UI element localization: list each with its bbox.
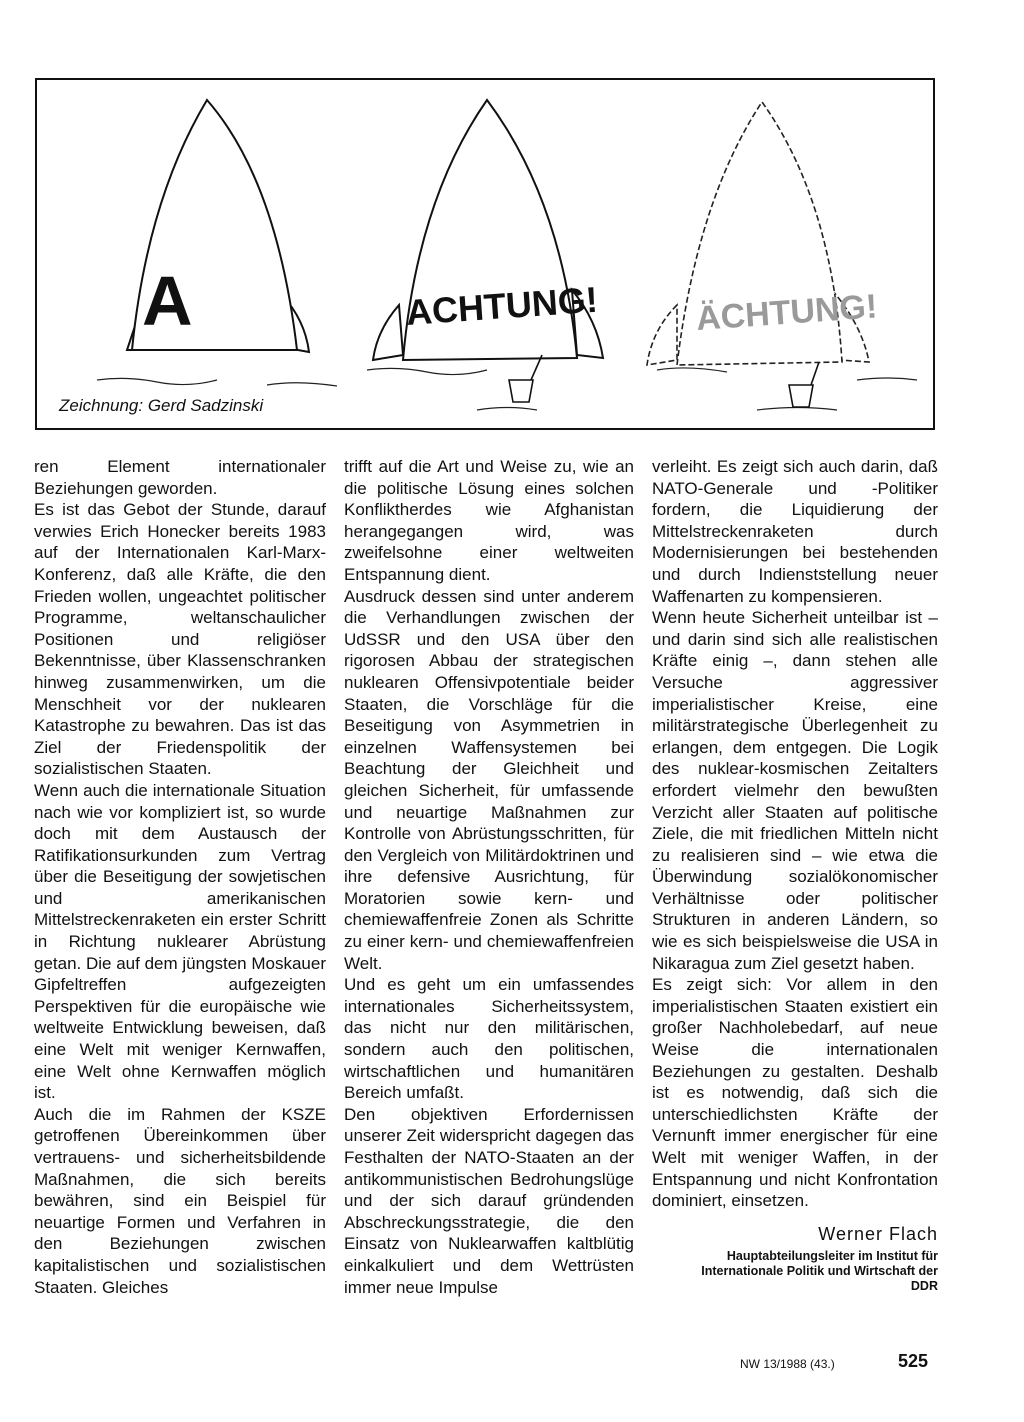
author-title-line: DDR: [910, 1279, 938, 1294]
paint-bucket-icon: [509, 355, 542, 402]
paragraph: trifft auf die Art und Weise zu, wie an die politische Lösung eines solchen Konfliktherdes wie Afghanistan herangegangen wird, was zweifelsohne einer weltweiten Entspannung dient.: [344, 457, 634, 584]
paragraph: Es ist das Gebot der Stunde, darauf verwies Erich Honecker bereits 1983 auf der Internationalen Karl-Marx-Konferenz, daß alle Kräfte, die den Frieden wollen, ungeachtet politischer Programme, weltanschaulicher Positionen und religiöser Bekenntnisse, über Klassenschranken hinweg zusammenwirken, um die Menschheit vor der nuklearen Katastrophe zu bewahren. Das ist das Ziel der Friedenspolitik der sozialistischen Staaten.: [34, 500, 326, 779]
text-column-1: [34, 456, 326, 1298]
rocket-3-label: ÄCHTUNG!: [694, 287, 879, 338]
author-title-line: Hauptabteilungsleiter im Institut für: [726, 1249, 938, 1264]
paragraph: verleiht. Es zeigt sich auch darin, daß NATO-Generale und -Politiker fordern, die Liquidierung der Mittelstreckenraketen durch Modernisierungen bei bestehenden und durch Indienststellung neuer Waffenarten zu kompensieren.: [652, 457, 938, 606]
text-column-3: [652, 456, 938, 1294]
author-title: [652, 1249, 938, 1294]
author-title-line: Internationale Politik und Wirtschaft der: [701, 1264, 938, 1279]
paragraph: Und es geht um ein umfassendes internationales Sicherheitssystem, das nicht nur den militärischen, sondern auch den politischen, wirtschaftlichen und humanitären Bereich umfaßt.: [344, 975, 634, 1103]
paragraph: Ausdruck dessen sind unter anderem die Verhandlungen zwischen der UdSSR und den USA über den rigorosen Abbau der strategischen nuklearen Offensivpotentiale beider Staaten, die Vorschläge für die Beseitigung von Asymmetrien in einzelnen Waffensystemen bei Beachtung der Gleichheit und gleichen Sicherheit, für umfassende und neuartige Maßnahmen zur Kontrolle von Abrüstungsschritten, für den Vergleich von Militärdoktrinen und ihre defensive Ausrichtung, für Moratorien sowie kern- und chemiewaffenfreie Zonen als Schritte zu einer kern- und chemiewaffenfreien Welt.: [344, 586, 634, 973]
rocket-2-label: ACHTUNG!: [404, 278, 600, 333]
text-column-2: [344, 456, 634, 1298]
paragraph: Wenn heute Sicherheit unteilbar ist – und darin sind sich alle realistischen Kräfte einig –, dann stehen alle Versuche aggressiver imperialistischer Kreise, eine militärstrategische Überlegenheit zu erlangen, dem entgegen. Die Logik des nuklear-kosmischen Zeitalters erfordert vielmehr den bewußten Verzicht aller Staaten auf politische Ziele, die mit friedlichen Mitteln nicht zu realisieren sind – wie etwa die Überwindung sozialökonomischer Verhältnisse oder politischer Strukturen in anderen Ländern, so wie es sich beispielsweise die USA in Nikaragua zum Ziel gesetzt haben.: [652, 608, 938, 973]
paragraph: Auch die im Rahmen der KSZE getroffenen Übereinkommen über vertrauens- und sicherheitsbildende Maßnahmen, die sich bereits bewähren, sind ein Beispiel für neuartige Formen und Verfahren in den Beziehungen zwischen kapitalistischen und sozialistischen Staaten. Gleiches: [34, 1104, 326, 1297]
issue-reference: NW 13/1988 (43.): [740, 1357, 835, 1371]
page-number: 525: [898, 1351, 929, 1371]
paragraph: Wenn auch die internationale Situation nach wie vor kompliziert ist, so wurde doch mit dem Austausch der Ratifikationsurkunden zum Vertrag über die Beseitigung der sowjetischen und amerikanischen Mittelstreckenraketen ein erster Schritt in Richtung nuklearer Abrüstung getan. Die auf dem jüngsten Moskauer Gipfeltreffen aufgezeigten Perspektiven für die europäische wie weltweite Entwicklung beweisen, daß eine Welt mit weniger Kernwaffen, eine Welt ohne Kernwaffen möglich ist.: [34, 780, 327, 1103]
paragraph: Es zeigt sich: Vor allem in den imperialistischen Staaten existiert ein großer Nachholebedarf, auf neue Weise die internationalen Beziehungen zu gestalten. Deshalb ist es notwendig, daß sich die unterschiedlichsten Kräfte der Vernunft immer energischer für eine Welt mit weniger Waffen, in der Entspannung und nicht Konfrontation dominiert, einsetzen.: [652, 975, 938, 1211]
paint-bucket-icon: [789, 362, 819, 407]
paragraph: Den objektiven Erfordernissen unserer Zeit widerspricht dagegen das Festhalten der NATO-Staaten an der antikommunistischen Bedrohungslüge und der sich darauf gründenden Abschreckungsstrategie, die den Einsatz von Nuklearwaffen kaltblütig einkalkuliert und dem Wettrüsten immer neue Impulse: [344, 1104, 634, 1297]
author-name: Werner Flach: [818, 1223, 938, 1244]
rockets-drawing: [37, 80, 933, 428]
paragraph: ren Element internationaler Beziehungen geworden.: [34, 457, 326, 498]
rocket-1-label: A: [142, 262, 193, 340]
cartoon-credit: Zeichnung: Gerd Sadzinski: [59, 396, 264, 415]
cartoon-illustration: [35, 78, 935, 430]
